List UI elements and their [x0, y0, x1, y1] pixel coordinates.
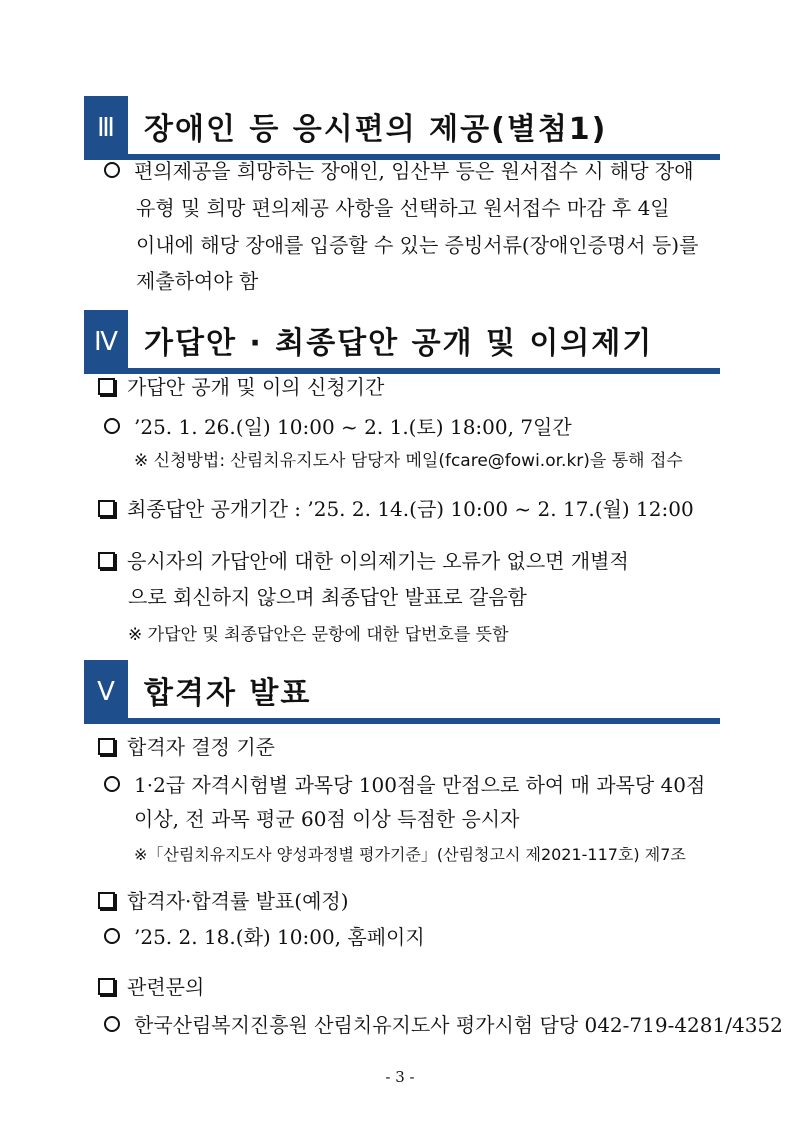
section-4-item1-heading: 가답안 공개 및 이의 신청기간: [127, 375, 385, 399]
section-3-bullet: [104, 156, 694, 186]
section-4-numeral: Ⅳ: [84, 310, 128, 374]
section-3-numeral: Ⅲ: [84, 96, 128, 160]
section-5-item2-bullet: ’25. 2. 18.(화) 10:00, 홈페이지: [134, 925, 425, 949]
section-5-item1-bullet-row: [104, 770, 705, 800]
square-bullet-icon: [98, 738, 115, 755]
section-3-bullet-line2: 유형 및 희망 편의제공 사항을 선택하고 원서접수 마감 후 4일: [136, 196, 670, 220]
circle-bullet-icon: [104, 162, 120, 178]
section-4-item3-line2: 으로 회신하지 않으며 최종답안 발표로 갈음함: [128, 585, 527, 609]
section-5-item2: [98, 886, 349, 916]
section-5-numeral: Ⅴ: [84, 660, 128, 724]
section-4-item1-bullet-row: [104, 412, 572, 442]
section-5-title: 합격자 발표: [144, 676, 312, 711]
circle-bullet-icon: [104, 776, 120, 792]
circle-bullet-icon: [104, 1016, 120, 1032]
section-5-item3-bullet: 한국산림복지진흥원 산림치유지도사 평가시험 담당 042-719-4281/4352: [134, 1013, 783, 1037]
section-4-item3-note: ※ 가답안 및 최종답안은 문항에 대한 답번호를 뜻함: [128, 625, 509, 645]
section-5-item1-note: ※「산림치유지도사 양성과정별 평가기준」(산림청고시 제2021-117호) 제7조: [134, 845, 686, 864]
section-5-item1: [98, 732, 275, 762]
section-3-bullet-line3: 이내에 해당 장애를 입증할 수 있는 증빙서류(장애인증명서 등)를: [136, 233, 699, 257]
section-4-item1-note: ※ 신청방법: 산림치유지도사 담당자 메일(fcare@fowi.or.kr)을 통해 접수: [134, 451, 683, 471]
section-4-item3: [98, 546, 629, 576]
section-5-item2-heading: 합격자·합격률 발표(예정): [127, 889, 349, 913]
circle-bullet-icon: [104, 928, 120, 944]
section-5-item2-bullet-row: [104, 922, 425, 952]
section-4-item1-bullet: ’25. 1. 26.(일) 10:00 ~ 2. 1.(토) 18:00, 7일간: [134, 415, 572, 439]
section-5-item1-heading: 합격자 결정 기준: [127, 735, 275, 759]
section-3-header: [84, 96, 720, 160]
section-4-item3-line1: 응시자의 가답안에 대한 이의제기는 오류가 없으면 개별적: [127, 549, 629, 573]
square-bullet-icon: [98, 552, 115, 569]
circle-bullet-icon: [104, 418, 120, 434]
square-bullet-icon: [98, 892, 115, 909]
section-5-rule: [128, 718, 720, 724]
section-4-item2: [98, 494, 694, 524]
section-3-title: 장애인 등 응시편의 제공(별첨1): [144, 112, 608, 147]
section-5-item3: [98, 972, 204, 1002]
page-number: - 3 -: [385, 1068, 415, 1086]
square-bullet-icon: [98, 378, 115, 395]
section-3-bullet-line1: 편의제공을 희망하는 장애인, 임산부 등은 원서접수 시 해당 장애: [134, 159, 694, 183]
section-3-bullet-line4: 제출하여야 함: [136, 269, 259, 293]
section-5-header: [84, 660, 720, 724]
section-4-item2-heading: 최종답안 공개기간 : ’25. 2. 14.(금) 10:00 ~ 2. 17.(월) 12:00: [127, 497, 694, 521]
section-4-title: 가답안 · 최종답안 공개 및 이의제기: [144, 326, 654, 361]
section-5-item3-bullet-row: [104, 1010, 783, 1040]
section-5-item3-heading: 관련문의: [127, 975, 205, 999]
section-5-item1-bullet-line1: 1·2급 자격시험별 과목당 100점을 만점으로 하여 매 과목당 40점: [134, 773, 706, 797]
square-bullet-icon: [98, 500, 115, 517]
section-4-item1: [98, 372, 384, 402]
square-bullet-icon: [98, 978, 115, 995]
section-4-header: [84, 310, 720, 374]
section-5-item1-bullet-line2: 이상, 전 과목 평균 60점 이상 득점한 응시자: [134, 807, 520, 831]
